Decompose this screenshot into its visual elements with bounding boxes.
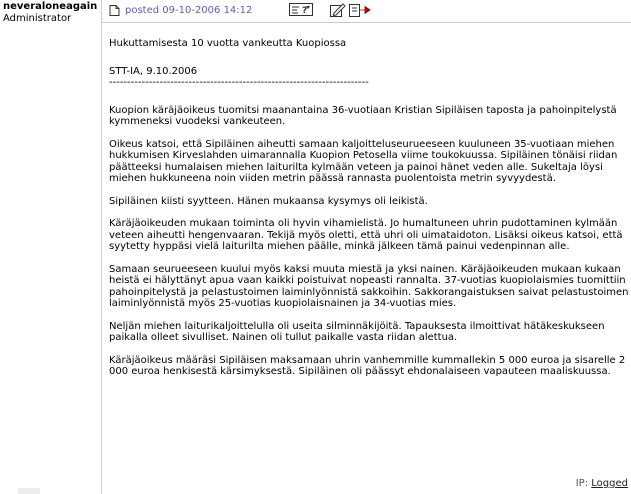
- author-name[interactable]: neveraloneagain: [3, 1, 98, 12]
- ip-logged-link[interactable]: Logged: [591, 478, 628, 489]
- post-source: STT-IA, 9.10.2006: [109, 65, 198, 77]
- ip-label: IP:: [575, 478, 589, 489]
- post-paragraph: Samaan seurueeseen kuului myös kaksi muuta miestä ja yksi nainen. Käräjäoikeuden mukaan kukaan heistä ei hälyttänyt apua vaan kaikki poistuivat nopeasti rannalta. 37-vuotias kuopiolaismies tuomittiin pahoinpitelystä ja pelastustoimen laiminlyönnistä sakkoihin. Sakkorangaistuksen saivat pelastustoimen laiminlyönnistä myös 25-vuotias kuopiolaisnainen ja 34-vuotias mies.: [109, 263, 629, 309]
- post-paragraph: Neljän miehen laiturikaljoittelulla oli useita silminnäkijöitä. Tapauksesta ilmoittivat hätäkeskukseen paikalla olleet sivulliset. Nainen oli tullut paikalle vasta riidan alettua.: [109, 320, 605, 343]
- quote-icon[interactable]: [289, 3, 313, 16]
- post-paragraph: Käräjäoikeuden mukaan toiminta oli hyvin vihamielistä. Jo humaltuneen uhrin pudottaminen kylmään veteen aiheutti hengenvaaran. Tekijä myös oletti, että uhri oli uimataidoton. Lisäksi oikeus katsoi, että syytetty hyppäsi vielä laiturilta miehen päälle, minkä jälkeen tämä painui vedenpinnan alle.: [109, 218, 623, 252]
- post-header: [102, 0, 631, 23]
- post-paragraph: Oikeus katsoi, että Sipiläinen aiheutti samaan kaljoitteluseurueeseen kuuluneen 35-vuotiaan miehen hukkumisen Kirveslahden uimarannalla Kuopion Petosella viime toukokuussa. Sipiläinen tönäisi riidan päätteeksi humalaisen miehen laiturilta kylmään veteen ja painoi hänet veden alle. Sukeltaja löysi miehen hukkuneena noin viiden metrin päässä rannasta puolentoista metrin syvyydestä.: [109, 138, 618, 184]
- svg-text:?: ?: [302, 6, 308, 16]
- author-role: Administrator: [3, 13, 72, 24]
- post-separator: ------------------------------------------------------------------------: [109, 77, 369, 88]
- post-title: Hukuttamisesta 10 vuotta vankeutta Kuopiossa: [109, 38, 347, 49]
- post-footer: [576, 478, 628, 489]
- post-body: [109, 38, 629, 389]
- edit-icon[interactable]: [330, 3, 346, 17]
- delete-icon[interactable]: [349, 3, 371, 17]
- document-icon: [109, 5, 120, 16]
- post-paragraph: Sipiläinen kiisti syytteen. Hänen mukaansa kysymys oli leikistä.: [109, 195, 428, 207]
- post-column: [101, 0, 631, 494]
- post-paragraph: Kuopion käräjäoikeus tuomitsi maanantaina 36-vuotiaan Kristian Sipiläisen taposta ja pahoinpitelystä kymmeneksi vuodeksi vankeuteen.: [109, 104, 617, 127]
- page-fragment: [18, 488, 40, 494]
- post-date: posted 09-10-2006 14:12: [125, 5, 253, 16]
- author-column: [0, 0, 101, 494]
- post-paragraph: Käräjäoikeus määräsi Sipiläisen maksamaan uhrin vanhemmille kummallekin 5 000 euroa ja sisarelle 2 000 euroa henkisestä kärsimyksestä. Sipiläinen oli päässyt ehdonalaiseen vapauteen maaliskuussa.: [109, 354, 626, 377]
